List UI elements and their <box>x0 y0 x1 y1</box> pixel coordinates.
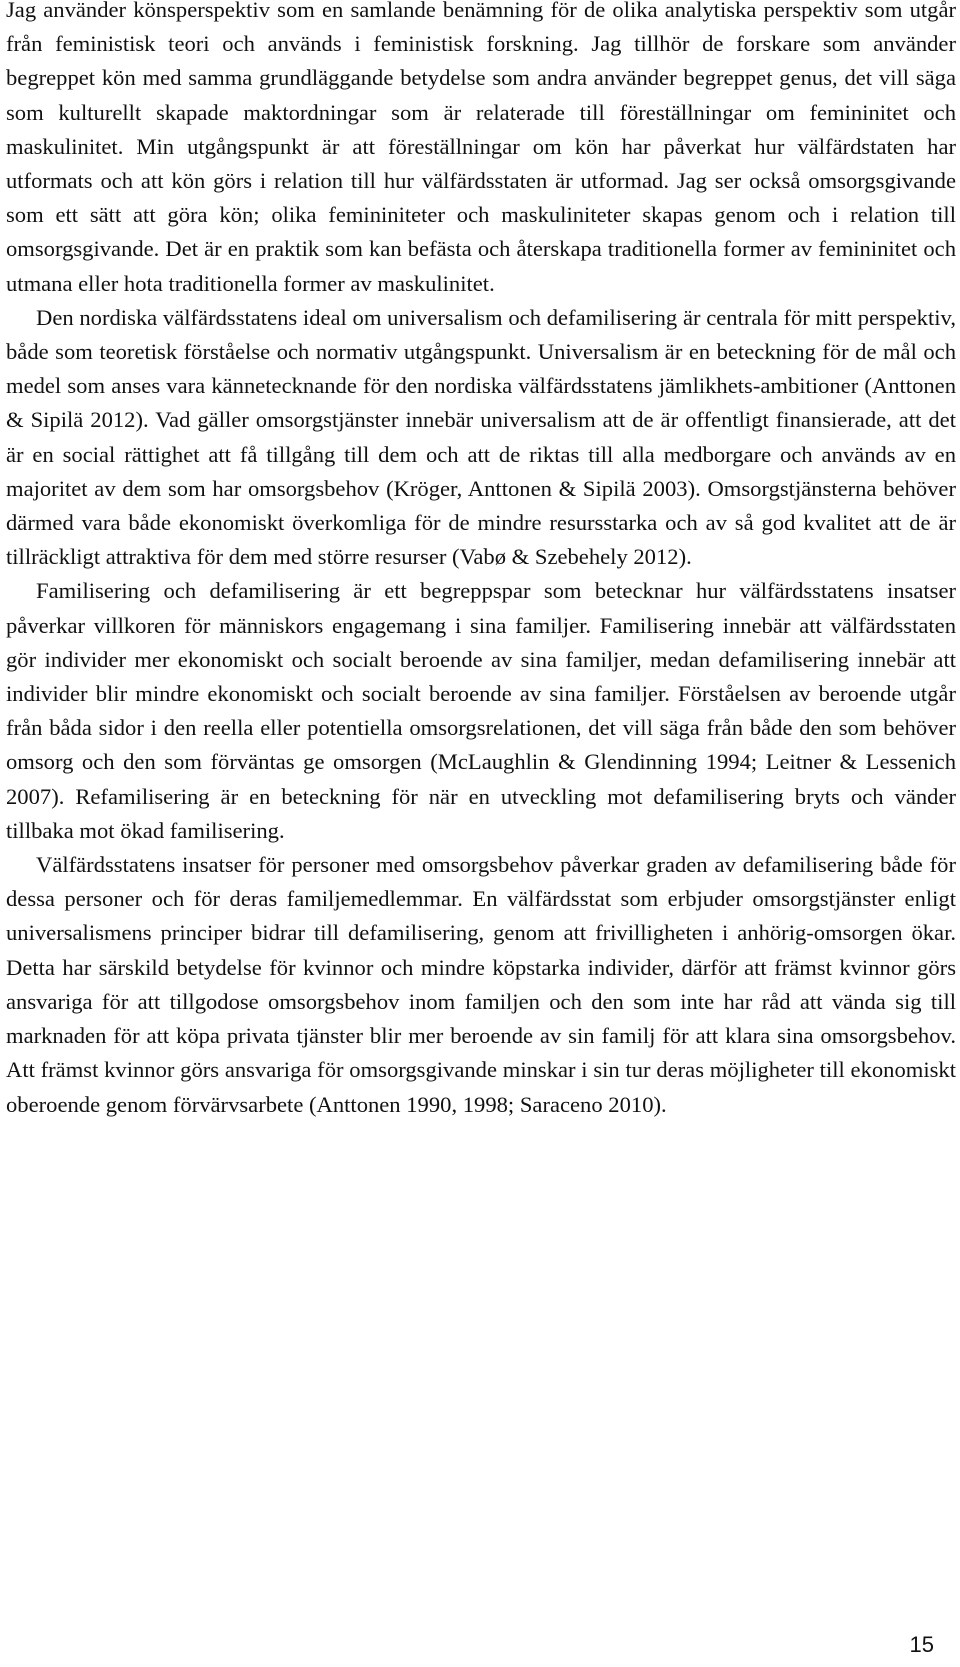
paragraph-universalism: Den nordiska välfärdsstatens ideal om universalism och defamilisering är centrala för mitt perspektiv, både som teoretisk förståelse och normativ utgångspunkt. Universalism är en beteckning för de mål och medel som anses vara kännetecknande för den nordiska välfärdsstatens jämlikhets-ambitioner (Anttonen & Sipilä 2012). Vad gäller omsorgstjänster innebär universalism att de är offentligt finansierade, att det är en social rättighet att få tillgång till dem och att de riktas till alla medborgare och används av en majoritet av dem som har omsorgsbehov (Kröger, Anttonen & Sipilä 2003). Omsorgstjänsterna behöver därmed vara både ekonomiskt överkomliga för de mindre resursstarka och av så god kvalitet att de är tillräckligt attraktiva för dem med större resurser (Vabø & Szebehely 2012). <box>6 304 956 570</box>
body-text <box>6 0 956 1122</box>
paragraph-familisation: Familisering och defamilisering är ett begreppspar som betecknar hur välfärdsstatens insatser påverkar villkoren för människors engagemang i sina familjer. Familisering innebär att välfärdsstaten gör individer mer ekonomiskt och socialt beroende av sina familjer, medan defamilisering innebär att individer blir mindre ekonomiskt och socialt beroende av sina familjer. Förståelsen av beroende utgår från båda sidor i den reella eller potentiella omsorgsrelationen, det vill säga från både den som behöver omsorg och den som förväntas ge omsorgen (McLaughlin & Glendinning 1994; Leitner & Lessenich 2007). Refamilisering är en beteckning för när en utveckling mot defamilisering bryts och vänder tillbaka mot ökad familisering. <box>6 578 956 843</box>
page-number: 15 <box>909 1632 934 1657</box>
paragraph-welfare-efforts: Välfärdsstatens insatser för personer med omsorgsbehov påverkar graden av defamilisering både för dessa personer och för deras familjemedlemmar. En välfärdsstat som erbjuder omsorgstjänster enligt universalismens principer bidrar till defamilisering, genom att frivilligheten i anhörig-omsorgen ökar. Detta har särskild betydelse för kvinnor och mindre köpstarka individer, därför att främst kvinnor görs ansvariga för att tillgodose omsorgsbehov inom familjen och den som inte har råd att vända sig till marknaden för att köpa privata tjänster blir mer beroende av sin familj för att klara sina omsorgsbehov. Att främst kvinnor görs ansvariga för omsorgsgivande minskar i sin tur deras möjligheter till ekonomiskt oberoende genom förvärvsarbete (Anttonen 1990, 1998; Saraceno 2010). <box>6 852 956 1117</box>
paragraph-gender-perspective: Jag använder könsperspektiv som en samlande benämning för de olika analytiska perspektiv som utgår från feministisk teori och används i feministisk forskning. Jag tillhör de forskare som använder begreppet kön med samma grundläggande betydelse som andra använder begreppet genus, det vill säga som kulturellt skapade maktordningar som är relaterade till föreställningar om femininitet och maskulinitet. Min utgångspunkt är att föreställningar om kön har påverkat hur välfärdstaten har utformats och att kön görs i relation till hur välfärdsstaten är utformad. Jag ser också omsorgsgivande som ett sätt att göra kön; olika femininiteter och maskuliniteter skapas genom och i relation till omsorgsgivande. Det är en praktik som kan befästa och återskapa traditionella former av femininitet och utmana eller hota traditionella former av maskulinitet. <box>6 0 956 296</box>
